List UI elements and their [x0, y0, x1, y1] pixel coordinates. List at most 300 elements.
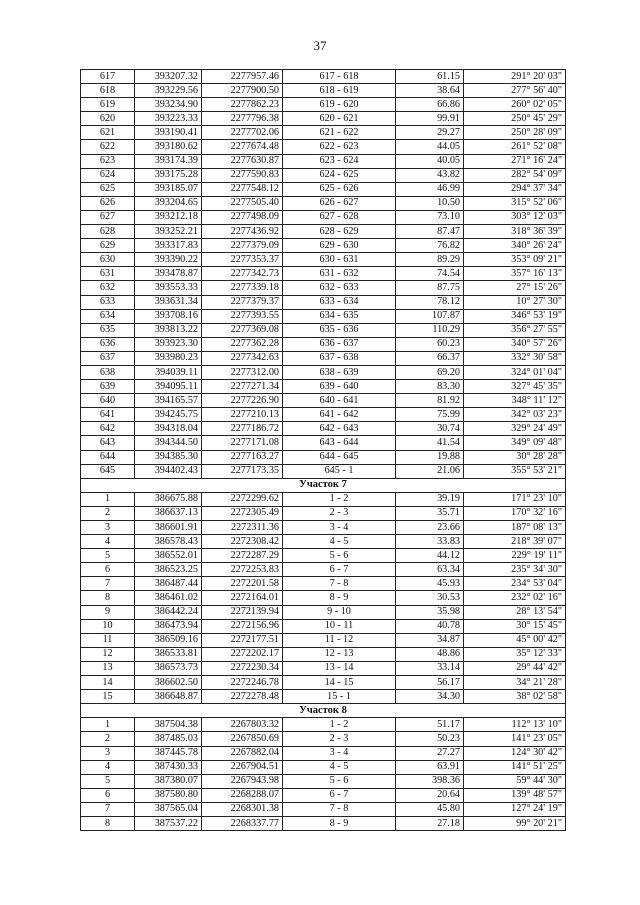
point-number-cell: 5 — [81, 549, 135, 563]
length-cell: 30.53 — [396, 591, 464, 605]
point-number-cell: 645 — [81, 464, 135, 478]
length-cell: 87.47 — [396, 225, 464, 239]
point-number-cell: 617 — [81, 70, 135, 84]
length-cell: 21.06 — [396, 464, 464, 478]
point-number-cell: 3 — [81, 521, 135, 535]
y-coordinate-cell: 2277342.73 — [202, 267, 283, 281]
length-cell: 78.12 — [396, 295, 464, 309]
y-coordinate-cell: 2277353.37 — [202, 253, 283, 267]
y-coordinate-cell: 2277339.18 — [202, 281, 283, 295]
angle-cell: 232° 02' 16" — [464, 591, 566, 605]
x-coordinate-cell: 393252.21 — [135, 225, 202, 239]
coordinates-table — [80, 69, 566, 831]
length-cell: 87.75 — [396, 281, 464, 295]
y-coordinate-cell: 2272201.58 — [202, 577, 283, 591]
table-row — [81, 619, 566, 633]
segment-cell: 635 - 636 — [283, 323, 396, 337]
x-coordinate-cell: 394245.75 — [135, 408, 202, 422]
table-row — [81, 774, 566, 788]
point-number-cell: 620 — [81, 112, 135, 126]
x-coordinate-cell: 393390.22 — [135, 253, 202, 267]
angle-cell: 29° 44' 42" — [464, 661, 566, 675]
length-cell: 73.10 — [396, 210, 464, 224]
y-coordinate-cell: 2267882.04 — [202, 746, 283, 760]
x-coordinate-cell: 387430.33 — [135, 760, 202, 774]
segment-cell: 637 - 638 — [283, 351, 396, 365]
table-row — [81, 210, 566, 224]
x-coordinate-cell: 386552.01 — [135, 549, 202, 563]
table-row — [81, 676, 566, 690]
length-cell: 107.87 — [396, 309, 464, 323]
angle-cell: 327° 45' 35" — [464, 380, 566, 394]
angle-cell: 10° 27' 30" — [464, 295, 566, 309]
segment-cell: 628 - 629 — [283, 225, 396, 239]
point-number-cell: 628 — [81, 225, 135, 239]
angle-cell: 112° 13' 10" — [464, 718, 566, 732]
segment-cell: 2 - 3 — [283, 506, 396, 520]
point-number-cell: 642 — [81, 422, 135, 436]
segment-cell: 5 - 6 — [283, 774, 396, 788]
table-row — [81, 154, 566, 168]
angle-cell: 59° 44' 30" — [464, 774, 566, 788]
x-coordinate-cell: 386602.50 — [135, 676, 202, 690]
length-cell: 41.54 — [396, 436, 464, 450]
x-coordinate-cell: 386578.43 — [135, 535, 202, 549]
y-coordinate-cell: 2272164.01 — [202, 591, 283, 605]
y-coordinate-cell: 2277393.55 — [202, 309, 283, 323]
segment-cell: 8 - 9 — [283, 816, 396, 830]
y-coordinate-cell: 2272177.51 — [202, 633, 283, 647]
point-number-cell: 11 — [81, 633, 135, 647]
x-coordinate-cell: 386601.91 — [135, 521, 202, 535]
y-coordinate-cell: 2277342.63 — [202, 351, 283, 365]
table-row — [81, 549, 566, 563]
x-coordinate-cell: 387565.04 — [135, 802, 202, 816]
segment-cell: 631 - 632 — [283, 267, 396, 281]
y-coordinate-cell: 2277590.83 — [202, 168, 283, 182]
y-coordinate-cell: 2277498.09 — [202, 210, 283, 224]
point-number-cell: 641 — [81, 408, 135, 422]
angle-cell: 30° 28' 28" — [464, 450, 566, 464]
length-cell: 50.23 — [396, 732, 464, 746]
point-number-cell: 626 — [81, 196, 135, 210]
x-coordinate-cell: 393317.83 — [135, 239, 202, 253]
point-number-cell: 4 — [81, 760, 135, 774]
y-coordinate-cell: 2277171.08 — [202, 436, 283, 450]
segment-cell: 621 - 622 — [283, 126, 396, 140]
angle-cell: 349° 09' 48" — [464, 436, 566, 450]
table-body — [81, 70, 566, 831]
table-row — [81, 309, 566, 323]
length-cell: 89.29 — [396, 253, 464, 267]
table-row — [81, 140, 566, 154]
table-row — [81, 196, 566, 210]
table-row — [81, 365, 566, 379]
angle-cell: 99° 20' 21" — [464, 816, 566, 830]
length-cell: 66.86 — [396, 98, 464, 112]
segment-cell: 2 - 3 — [283, 732, 396, 746]
length-cell: 39.19 — [396, 492, 464, 506]
length-cell: 43.82 — [396, 168, 464, 182]
length-cell: 35.98 — [396, 605, 464, 619]
length-cell: 45.93 — [396, 577, 464, 591]
point-number-cell: 5 — [81, 774, 135, 788]
length-cell: 81.92 — [396, 394, 464, 408]
angle-cell: 353° 09' 21" — [464, 253, 566, 267]
table-row — [81, 563, 566, 577]
y-coordinate-cell: 2272230.34 — [202, 661, 283, 675]
length-cell: 99.91 — [396, 112, 464, 126]
angle-cell: 291° 20' 03" — [464, 70, 566, 84]
segment-cell: 629 - 630 — [283, 239, 396, 253]
angle-cell: 218° 39' 07" — [464, 535, 566, 549]
x-coordinate-cell: 394039.11 — [135, 365, 202, 379]
y-coordinate-cell: 2277312.00 — [202, 365, 283, 379]
y-coordinate-cell: 2277957.46 — [202, 70, 283, 84]
point-number-cell: 627 — [81, 210, 135, 224]
segment-cell: 623 - 624 — [283, 154, 396, 168]
angle-cell: 340° 26' 24" — [464, 239, 566, 253]
length-cell: 83.30 — [396, 380, 464, 394]
y-coordinate-cell: 2277210.13 — [202, 408, 283, 422]
y-coordinate-cell: 2272305.49 — [202, 506, 283, 520]
length-cell: 110.29 — [396, 323, 464, 337]
x-coordinate-cell: 393234.90 — [135, 98, 202, 112]
table-row — [81, 760, 566, 774]
y-coordinate-cell: 2267904.51 — [202, 760, 283, 774]
y-coordinate-cell: 2277900.50 — [202, 84, 283, 98]
segment-cell: 638 - 639 — [283, 365, 396, 379]
length-cell: 33.14 — [396, 661, 464, 675]
angle-cell: 27° 15' 26" — [464, 281, 566, 295]
angle-cell: 38° 02' 58" — [464, 690, 566, 704]
table-row — [81, 408, 566, 422]
length-cell: 63.91 — [396, 760, 464, 774]
y-coordinate-cell: 2272253.83 — [202, 563, 283, 577]
y-coordinate-cell: 2272308.42 — [202, 535, 283, 549]
x-coordinate-cell: 394344.50 — [135, 436, 202, 450]
length-cell: 27.18 — [396, 816, 464, 830]
length-cell: 75.99 — [396, 408, 464, 422]
x-coordinate-cell: 386648.87 — [135, 690, 202, 704]
x-coordinate-cell: 394165.57 — [135, 394, 202, 408]
point-number-cell: 6 — [81, 563, 135, 577]
x-coordinate-cell: 387580.80 — [135, 788, 202, 802]
table-row — [81, 746, 566, 760]
length-cell: 40.78 — [396, 619, 464, 633]
angle-cell: 355° 53' 21" — [464, 464, 566, 478]
section-title: Участок 8 — [81, 704, 566, 718]
y-coordinate-cell: 2272287.29 — [202, 549, 283, 563]
segment-cell: 12 - 13 — [283, 647, 396, 661]
segment-cell: 618 - 619 — [283, 84, 396, 98]
y-coordinate-cell: 2267943.98 — [202, 774, 283, 788]
table-row — [81, 605, 566, 619]
x-coordinate-cell: 386637.13 — [135, 506, 202, 520]
table-row — [81, 577, 566, 591]
table-row — [81, 464, 566, 478]
x-coordinate-cell: 393923.30 — [135, 337, 202, 351]
length-cell: 60.23 — [396, 337, 464, 351]
point-number-cell: 4 — [81, 535, 135, 549]
y-coordinate-cell: 2277226.90 — [202, 394, 283, 408]
table-row — [81, 239, 566, 253]
x-coordinate-cell: 386487.44 — [135, 577, 202, 591]
x-coordinate-cell: 393631.34 — [135, 295, 202, 309]
x-coordinate-cell: 393980.23 — [135, 351, 202, 365]
y-coordinate-cell: 2277630.87 — [202, 154, 283, 168]
y-coordinate-cell: 2277163.27 — [202, 450, 283, 464]
angle-cell: 171° 23' 10" — [464, 492, 566, 506]
table-row — [81, 98, 566, 112]
table-row — [81, 112, 566, 126]
y-coordinate-cell: 2277862.23 — [202, 98, 283, 112]
y-coordinate-cell: 2277796.38 — [202, 112, 283, 126]
x-coordinate-cell: 386675.88 — [135, 492, 202, 506]
point-number-cell: 15 — [81, 690, 135, 704]
segment-cell: 1 - 2 — [283, 492, 396, 506]
angle-cell: 294° 37' 34" — [464, 182, 566, 196]
point-number-cell: 14 — [81, 676, 135, 690]
angle-cell: 340° 57' 26" — [464, 337, 566, 351]
segment-cell: 6 - 7 — [283, 788, 396, 802]
table-row — [81, 690, 566, 704]
y-coordinate-cell: 2277186.72 — [202, 422, 283, 436]
angle-cell: 127° 24' 19" — [464, 802, 566, 816]
angle-cell: 329° 24' 49" — [464, 422, 566, 436]
section-header-row — [81, 704, 566, 718]
y-coordinate-cell: 2277362.28 — [202, 337, 283, 351]
table-row — [81, 647, 566, 661]
table-row — [81, 732, 566, 746]
angle-cell: 187° 08' 13" — [464, 521, 566, 535]
length-cell: 56.17 — [396, 676, 464, 690]
point-number-cell: 13 — [81, 661, 135, 675]
x-coordinate-cell: 386473.94 — [135, 619, 202, 633]
angle-cell: 30° 15' 45" — [464, 619, 566, 633]
table-row — [81, 718, 566, 732]
segment-cell: 625 - 626 — [283, 182, 396, 196]
x-coordinate-cell: 393185.07 — [135, 182, 202, 196]
angle-cell: 260° 02' 05" — [464, 98, 566, 112]
y-coordinate-cell: 2272139.94 — [202, 605, 283, 619]
x-coordinate-cell: 393204.65 — [135, 196, 202, 210]
table-row — [81, 281, 566, 295]
y-coordinate-cell: 2277379.09 — [202, 239, 283, 253]
segment-cell: 636 - 637 — [283, 337, 396, 351]
segment-cell: 13 - 14 — [283, 661, 396, 675]
x-coordinate-cell: 387537.22 — [135, 816, 202, 830]
table-row — [81, 492, 566, 506]
x-coordinate-cell: 386461.02 — [135, 591, 202, 605]
angle-cell: 332° 30' 58" — [464, 351, 566, 365]
x-coordinate-cell: 393180.62 — [135, 140, 202, 154]
table-row — [81, 788, 566, 802]
length-cell: 48.86 — [396, 647, 464, 661]
x-coordinate-cell: 394385.30 — [135, 450, 202, 464]
table-row — [81, 337, 566, 351]
segment-cell: 634 - 635 — [283, 309, 396, 323]
length-cell: 23.66 — [396, 521, 464, 535]
length-cell: 40.05 — [396, 154, 464, 168]
angle-cell: 318° 36' 39" — [464, 225, 566, 239]
y-coordinate-cell: 2277379.37 — [202, 295, 283, 309]
x-coordinate-cell: 386509.16 — [135, 633, 202, 647]
point-number-cell: 640 — [81, 394, 135, 408]
y-coordinate-cell: 2268337.77 — [202, 816, 283, 830]
segment-cell: 641 - 642 — [283, 408, 396, 422]
length-cell: 34.30 — [396, 690, 464, 704]
x-coordinate-cell: 393190.41 — [135, 126, 202, 140]
segment-cell: 7 - 8 — [283, 802, 396, 816]
x-coordinate-cell: 386533.81 — [135, 647, 202, 661]
y-coordinate-cell: 2277369.08 — [202, 323, 283, 337]
angle-cell: 342° 03' 23" — [464, 408, 566, 422]
segment-cell: 617 - 618 — [283, 70, 396, 84]
point-number-cell: 623 — [81, 154, 135, 168]
point-number-cell: 618 — [81, 84, 135, 98]
angle-cell: 250° 28' 09" — [464, 126, 566, 140]
table-row — [81, 168, 566, 182]
segment-cell: 643 - 644 — [283, 436, 396, 450]
angle-cell: 357° 16' 13" — [464, 267, 566, 281]
x-coordinate-cell: 386573.73 — [135, 661, 202, 675]
table-row — [81, 126, 566, 140]
point-number-cell: 8 — [81, 591, 135, 605]
segment-cell: 640 - 641 — [283, 394, 396, 408]
point-number-cell: 622 — [81, 140, 135, 154]
segment-cell: 3 - 4 — [283, 521, 396, 535]
point-number-cell: 644 — [81, 450, 135, 464]
angle-cell: 346° 53' 19" — [464, 309, 566, 323]
table-row — [81, 816, 566, 830]
x-coordinate-cell: 393553.33 — [135, 281, 202, 295]
table-row — [81, 436, 566, 450]
angle-cell: 124° 30' 42" — [464, 746, 566, 760]
angle-cell: 250° 45' 29" — [464, 112, 566, 126]
segment-cell: 14 - 15 — [283, 676, 396, 690]
angle-cell: 170° 32' 16" — [464, 506, 566, 520]
angle-cell: 277° 56' 40" — [464, 84, 566, 98]
point-number-cell: 630 — [81, 253, 135, 267]
angle-cell: 34° 21' 28" — [464, 676, 566, 690]
length-cell: 30.74 — [396, 422, 464, 436]
segment-cell: 9 - 10 — [283, 605, 396, 619]
table-row — [81, 267, 566, 281]
angle-cell: 356° 27' 55" — [464, 323, 566, 337]
angle-cell: 348° 11' 12" — [464, 394, 566, 408]
y-coordinate-cell: 2277674.48 — [202, 140, 283, 154]
table-row — [81, 450, 566, 464]
point-number-cell: 638 — [81, 365, 135, 379]
segment-cell: 4 - 5 — [283, 760, 396, 774]
length-cell: 46.99 — [396, 182, 464, 196]
point-number-cell: 635 — [81, 323, 135, 337]
segment-cell: 3 - 4 — [283, 746, 396, 760]
y-coordinate-cell: 2268288.07 — [202, 788, 283, 802]
length-cell: 63.34 — [396, 563, 464, 577]
segment-cell: 7 - 8 — [283, 577, 396, 591]
y-coordinate-cell: 2272278.48 — [202, 690, 283, 704]
angle-cell: 234° 53' 04" — [464, 577, 566, 591]
length-cell: 66.37 — [396, 351, 464, 365]
length-cell: 38.64 — [396, 84, 464, 98]
segment-cell: 626 - 627 — [283, 196, 396, 210]
x-coordinate-cell: 387485.03 — [135, 732, 202, 746]
table-row — [81, 535, 566, 549]
angle-cell: 261° 52' 08" — [464, 140, 566, 154]
y-coordinate-cell: 2277271.34 — [202, 380, 283, 394]
table-row — [81, 295, 566, 309]
table-row — [81, 394, 566, 408]
point-number-cell: 2 — [81, 732, 135, 746]
point-number-cell: 7 — [81, 577, 135, 591]
x-coordinate-cell: 387445.78 — [135, 746, 202, 760]
table-row — [81, 323, 566, 337]
length-cell: 74.54 — [396, 267, 464, 281]
length-cell: 10.50 — [396, 196, 464, 210]
point-number-cell: 8 — [81, 816, 135, 830]
length-cell: 29.27 — [396, 126, 464, 140]
point-number-cell: 12 — [81, 647, 135, 661]
point-number-cell: 619 — [81, 98, 135, 112]
segment-cell: 627 - 628 — [283, 210, 396, 224]
x-coordinate-cell: 393174.39 — [135, 154, 202, 168]
length-cell: 33.83 — [396, 535, 464, 549]
point-number-cell: 636 — [81, 337, 135, 351]
segment-cell: 644 - 645 — [283, 450, 396, 464]
segment-cell: 1 - 2 — [283, 718, 396, 732]
y-coordinate-cell: 2267803.32 — [202, 718, 283, 732]
segment-cell: 5 - 6 — [283, 549, 396, 563]
point-number-cell: 10 — [81, 619, 135, 633]
x-coordinate-cell: 387504.38 — [135, 718, 202, 732]
point-number-cell: 1 — [81, 718, 135, 732]
table-row — [81, 253, 566, 267]
y-coordinate-cell: 2272156.96 — [202, 619, 283, 633]
point-number-cell: 643 — [81, 436, 135, 450]
x-coordinate-cell: 393175.28 — [135, 168, 202, 182]
length-cell: 51.17 — [396, 718, 464, 732]
point-number-cell: 7 — [81, 802, 135, 816]
table-row — [81, 422, 566, 436]
x-coordinate-cell: 393223.33 — [135, 112, 202, 126]
segment-cell: 620 - 621 — [283, 112, 396, 126]
point-number-cell: 1 — [81, 492, 135, 506]
length-cell: 61.15 — [396, 70, 464, 84]
x-coordinate-cell: 393212.18 — [135, 210, 202, 224]
angle-cell: 141° 51' 25" — [464, 760, 566, 774]
table-row — [81, 380, 566, 394]
segment-cell: 639 - 640 — [283, 380, 396, 394]
length-cell: 27.27 — [396, 746, 464, 760]
table-row — [81, 182, 566, 196]
angle-cell: 28° 13' 54" — [464, 605, 566, 619]
point-number-cell: 9 — [81, 605, 135, 619]
angle-cell: 303° 12' 03" — [464, 210, 566, 224]
length-cell: 19.88 — [396, 450, 464, 464]
angle-cell: 141° 23' 05" — [464, 732, 566, 746]
point-number-cell: 639 — [81, 380, 135, 394]
segment-cell: 642 - 643 — [283, 422, 396, 436]
angle-cell: 324° 01' 04" — [464, 365, 566, 379]
point-number-cell: 632 — [81, 281, 135, 295]
point-number-cell: 2 — [81, 506, 135, 520]
y-coordinate-cell: 2272246.78 — [202, 676, 283, 690]
x-coordinate-cell: 393207.32 — [135, 70, 202, 84]
length-cell: 398.36 — [396, 774, 464, 788]
x-coordinate-cell: 394095.11 — [135, 380, 202, 394]
